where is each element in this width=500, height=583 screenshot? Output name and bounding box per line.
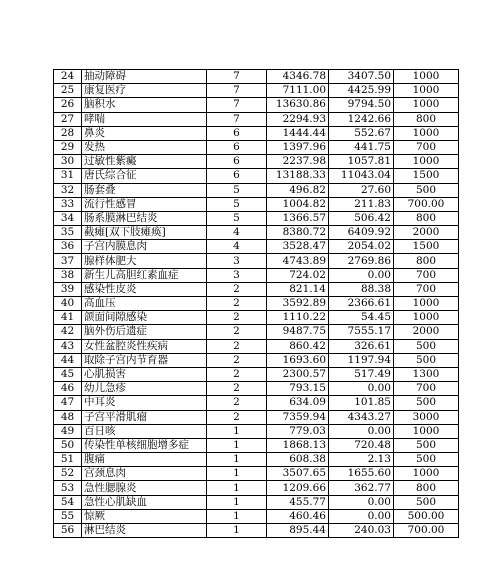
table-row: [54, 438, 459, 452]
row-number-cell: 40: [54, 297, 82, 311]
table-row: [54, 311, 459, 325]
total-cost-cell: 13630.86: [267, 98, 329, 112]
disease-name-cell: 子宫内膜息肉: [82, 240, 207, 254]
row-number-cell: 35: [54, 226, 82, 240]
row-number-cell: 56: [54, 524, 82, 538]
reimbursed-cost-cell: 720.48: [329, 438, 394, 452]
reimbursed-cost-cell: 441.75: [329, 140, 394, 154]
row-number-cell: 41: [54, 311, 82, 325]
total-cost-cell: 4743.89: [267, 254, 329, 268]
total-cost-cell: 1004.82: [267, 197, 329, 211]
limit-cell: 700: [394, 282, 459, 296]
row-number-cell: 32: [54, 183, 82, 197]
disease-name-cell: 腺样体肥大: [82, 254, 207, 268]
table-body: [54, 70, 459, 538]
case-count-cell: 6: [207, 155, 267, 169]
total-cost-cell: 634.09: [267, 396, 329, 410]
limit-cell: 1000: [394, 297, 459, 311]
disease-name-cell: 肠套叠: [82, 183, 207, 197]
disease-name-cell: 女性盆腔炎性疾病: [82, 339, 207, 353]
row-number-cell: 26: [54, 98, 82, 112]
total-cost-cell: 2294.93: [267, 112, 329, 126]
limit-cell: 1000: [394, 84, 459, 98]
table-row: [54, 126, 459, 140]
row-number-cell: 27: [54, 112, 82, 126]
row-number-cell: 54: [54, 495, 82, 509]
total-cost-cell: 1444.44: [267, 126, 329, 140]
limit-cell: 1300: [394, 367, 459, 381]
total-cost-cell: 793.15: [267, 382, 329, 396]
limit-cell: 700: [394, 140, 459, 154]
case-count-cell: 2: [207, 339, 267, 353]
disease-name-cell: 截瘫[双下肢瘫痪]: [82, 226, 207, 240]
reimbursed-cost-cell: 0.00: [329, 509, 394, 523]
table-row: [54, 240, 459, 254]
disease-name-cell: 淋巴结炎: [82, 524, 207, 538]
table-row: [54, 367, 459, 381]
disease-name-cell: 新生儿高胆红素血症: [82, 268, 207, 282]
row-number-cell: 29: [54, 140, 82, 154]
limit-cell: 1000: [394, 98, 459, 112]
row-number-cell: 37: [54, 254, 82, 268]
limit-cell: 1000: [394, 126, 459, 140]
row-number-cell: 46: [54, 382, 82, 396]
reimbursed-cost-cell: 3407.50: [329, 70, 394, 84]
case-count-cell: 2: [207, 367, 267, 381]
reimbursed-cost-cell: 0.00: [329, 424, 394, 438]
table-row: [54, 268, 459, 282]
case-count-cell: 6: [207, 169, 267, 183]
total-cost-cell: 3592.89: [267, 297, 329, 311]
disease-name-cell: 脑积水: [82, 98, 207, 112]
table-row: [54, 495, 459, 509]
case-count-cell: 1: [207, 453, 267, 467]
case-count-cell: 1: [207, 424, 267, 438]
limit-cell: 1500: [394, 169, 459, 183]
reimbursed-cost-cell: 88.38: [329, 282, 394, 296]
disease-name-cell: 心肌损害: [82, 367, 207, 381]
limit-cell: 800: [394, 211, 459, 225]
limit-cell: 3000: [394, 410, 459, 424]
total-cost-cell: 1693.60: [267, 353, 329, 367]
total-cost-cell: 608.38: [267, 453, 329, 467]
limit-cell: 1000: [394, 467, 459, 481]
reimbursed-cost-cell: 54.45: [329, 311, 394, 325]
row-number-cell: 51: [54, 453, 82, 467]
case-count-cell: 2: [207, 410, 267, 424]
limit-cell: 1000: [394, 70, 459, 84]
disease-name-cell: 鼻炎: [82, 126, 207, 140]
disease-name-cell: 传染性单核细胞增多症: [82, 438, 207, 452]
disease-name-cell: 感染性皮炎: [82, 282, 207, 296]
limit-cell: 700: [394, 382, 459, 396]
row-number-cell: 38: [54, 268, 82, 282]
row-number-cell: 47: [54, 396, 82, 410]
limit-cell: 800: [394, 254, 459, 268]
disease-name-cell: 幼儿急疹: [82, 382, 207, 396]
table-row: [54, 339, 459, 353]
total-cost-cell: 7359.94: [267, 410, 329, 424]
table-row: [54, 70, 459, 84]
case-count-cell: 4: [207, 226, 267, 240]
disease-name-cell: 过敏性紫癜: [82, 155, 207, 169]
table-row: [54, 169, 459, 183]
case-count-cell: 5: [207, 197, 267, 211]
total-cost-cell: 895.44: [267, 524, 329, 538]
case-count-cell: 1: [207, 524, 267, 538]
limit-cell: 2000: [394, 226, 459, 240]
disease-name-cell: 中耳炎: [82, 396, 207, 410]
table-row: [54, 424, 459, 438]
disease-name-cell: 子宫平滑肌瘤: [82, 410, 207, 424]
total-cost-cell: 4346.78: [267, 70, 329, 84]
table-row: [54, 382, 459, 396]
table-row: [54, 254, 459, 268]
limit-cell: 700: [394, 268, 459, 282]
table-row: [54, 98, 459, 112]
disease-name-cell: 宫颈息肉: [82, 467, 207, 481]
row-number-cell: 50: [54, 438, 82, 452]
case-count-cell: 7: [207, 70, 267, 84]
case-count-cell: 2: [207, 396, 267, 410]
reimbursed-cost-cell: 11043.04: [329, 169, 394, 183]
row-number-cell: 39: [54, 282, 82, 296]
limit-cell: 1000: [394, 311, 459, 325]
reimbursed-cost-cell: 7555.17: [329, 325, 394, 339]
table-row: [54, 140, 459, 154]
disease-name-cell: 腹痛: [82, 453, 207, 467]
data-table: [53, 69, 459, 538]
case-count-cell: 5: [207, 211, 267, 225]
reimbursed-cost-cell: 0.00: [329, 382, 394, 396]
reimbursed-cost-cell: 2.13: [329, 453, 394, 467]
limit-cell: 500: [394, 339, 459, 353]
limit-cell: 500: [394, 495, 459, 509]
limit-cell: 1000: [394, 155, 459, 169]
total-cost-cell: 9487.75: [267, 325, 329, 339]
row-number-cell: 28: [54, 126, 82, 140]
disease-name-cell: 急性心肌缺血: [82, 495, 207, 509]
row-number-cell: 48: [54, 410, 82, 424]
reimbursed-cost-cell: 4343.27: [329, 410, 394, 424]
limit-cell: 700.00: [394, 197, 459, 211]
total-cost-cell: 13188.33: [267, 169, 329, 183]
reimbursed-cost-cell: 240.03: [329, 524, 394, 538]
table-row: [54, 297, 459, 311]
disease-name-cell: 流行性感冒: [82, 197, 207, 211]
total-cost-cell: 496.82: [267, 183, 329, 197]
total-cost-cell: 7111.00: [267, 84, 329, 98]
table-row: [54, 325, 459, 339]
limit-cell: 500: [394, 353, 459, 367]
case-count-cell: 4: [207, 240, 267, 254]
disease-name-cell: 发热: [82, 140, 207, 154]
limit-cell: 2000: [394, 325, 459, 339]
total-cost-cell: 1366.57: [267, 211, 329, 225]
table-row: [54, 197, 459, 211]
table-row: [54, 524, 459, 538]
limit-cell: 500.00: [394, 509, 459, 523]
row-number-cell: 36: [54, 240, 82, 254]
disease-name-cell: 惊厥: [82, 509, 207, 523]
table-row: [54, 396, 459, 410]
total-cost-cell: 1209.66: [267, 481, 329, 495]
reimbursed-cost-cell: 517.49: [329, 367, 394, 381]
reimbursed-cost-cell: 1197.94: [329, 353, 394, 367]
limit-cell: 1500: [394, 240, 459, 254]
row-number-cell: 34: [54, 211, 82, 225]
reimbursed-cost-cell: 506.42: [329, 211, 394, 225]
total-cost-cell: 3507.65: [267, 467, 329, 481]
total-cost-cell: 1868.13: [267, 438, 329, 452]
row-number-cell: 31: [54, 169, 82, 183]
disease-name-cell: 脑外伤后遗症: [82, 325, 207, 339]
reimbursed-cost-cell: 326.61: [329, 339, 394, 353]
case-count-cell: 2: [207, 282, 267, 296]
table-row: [54, 467, 459, 481]
disease-name-cell: 百日咳: [82, 424, 207, 438]
disease-name-cell: 康复医疗: [82, 84, 207, 98]
table-row: [54, 84, 459, 98]
case-count-cell: 2: [207, 325, 267, 339]
disease-name-cell: 肠系膜淋巴结炎: [82, 211, 207, 225]
limit-cell: 500: [394, 453, 459, 467]
case-count-cell: 6: [207, 140, 267, 154]
table-row: [54, 509, 459, 523]
disease-name-cell: 颌面间隙感染: [82, 311, 207, 325]
table-row: [54, 211, 459, 225]
reimbursed-cost-cell: 101.85: [329, 396, 394, 410]
table-row: [54, 353, 459, 367]
total-cost-cell: 1110.22: [267, 311, 329, 325]
case-count-cell: 5: [207, 183, 267, 197]
reimbursed-cost-cell: 27.60: [329, 183, 394, 197]
case-count-cell: 3: [207, 254, 267, 268]
row-number-cell: 30: [54, 155, 82, 169]
row-number-cell: 55: [54, 509, 82, 523]
row-number-cell: 49: [54, 424, 82, 438]
disease-name-cell: 哮喘: [82, 112, 207, 126]
case-count-cell: 3: [207, 268, 267, 282]
case-count-cell: 1: [207, 509, 267, 523]
table-row: [54, 155, 459, 169]
total-cost-cell: 724.02: [267, 268, 329, 282]
table-row: [54, 282, 459, 296]
reimbursed-cost-cell: 4425.99: [329, 84, 394, 98]
limit-cell: 800: [394, 481, 459, 495]
total-cost-cell: 460.46: [267, 509, 329, 523]
table-row: [54, 183, 459, 197]
disease-name-cell: 高血压: [82, 297, 207, 311]
row-number-cell: 33: [54, 197, 82, 211]
table-row: [54, 112, 459, 126]
table-row: [54, 410, 459, 424]
total-cost-cell: 1397.96: [267, 140, 329, 154]
limit-cell: 500: [394, 438, 459, 452]
reimbursed-cost-cell: 362.77: [329, 481, 394, 495]
reimbursed-cost-cell: 0.00: [329, 268, 394, 282]
row-number-cell: 24: [54, 70, 82, 84]
total-cost-cell: 779.03: [267, 424, 329, 438]
disease-name-cell: 取除子宫内节育器: [82, 353, 207, 367]
reimbursed-cost-cell: 2054.02: [329, 240, 394, 254]
reimbursed-cost-cell: 1655.60: [329, 467, 394, 481]
case-count-cell: 7: [207, 112, 267, 126]
row-number-cell: 42: [54, 325, 82, 339]
total-cost-cell: 860.42: [267, 339, 329, 353]
reimbursed-cost-cell: 9794.50: [329, 98, 394, 112]
case-count-cell: 2: [207, 297, 267, 311]
reimbursed-cost-cell: 2769.86: [329, 254, 394, 268]
row-number-cell: 43: [54, 339, 82, 353]
table-row: [54, 226, 459, 240]
total-cost-cell: 2237.98: [267, 155, 329, 169]
row-number-cell: 52: [54, 467, 82, 481]
case-count-cell: 2: [207, 382, 267, 396]
reimbursed-cost-cell: 552.67: [329, 126, 394, 140]
reimbursed-cost-cell: 1242.66: [329, 112, 394, 126]
limit-cell: 500: [394, 396, 459, 410]
row-number-cell: 53: [54, 481, 82, 495]
case-count-cell: 6: [207, 126, 267, 140]
case-count-cell: 2: [207, 311, 267, 325]
row-number-cell: 44: [54, 353, 82, 367]
reimbursed-cost-cell: 6409.92: [329, 226, 394, 240]
disease-name-cell: 急性腮腺炎: [82, 481, 207, 495]
limit-cell: 800: [394, 112, 459, 126]
limit-cell: 1000: [394, 424, 459, 438]
case-count-cell: 2: [207, 353, 267, 367]
reimbursed-cost-cell: 2366.61: [329, 297, 394, 311]
total-cost-cell: 8380.72: [267, 226, 329, 240]
case-count-cell: 1: [207, 495, 267, 509]
case-count-cell: 1: [207, 481, 267, 495]
row-number-cell: 45: [54, 367, 82, 381]
case-count-cell: 7: [207, 98, 267, 112]
total-cost-cell: 455.77: [267, 495, 329, 509]
reimbursed-cost-cell: 0.00: [329, 495, 394, 509]
row-number-cell: 25: [54, 84, 82, 98]
table-row: [54, 453, 459, 467]
case-count-cell: 1: [207, 467, 267, 481]
case-count-cell: 7: [207, 84, 267, 98]
limit-cell: 500: [394, 183, 459, 197]
disease-name-cell: 抽动障碍: [82, 70, 207, 84]
reimbursed-cost-cell: 211.83: [329, 197, 394, 211]
total-cost-cell: 3528.47: [267, 240, 329, 254]
table-row: [54, 481, 459, 495]
reimbursed-cost-cell: 1057.81: [329, 155, 394, 169]
disease-name-cell: 唐氏综合征: [82, 169, 207, 183]
case-count-cell: 1: [207, 438, 267, 452]
total-cost-cell: 2300.57: [267, 367, 329, 381]
total-cost-cell: 821.14: [267, 282, 329, 296]
limit-cell: 700.00: [394, 524, 459, 538]
